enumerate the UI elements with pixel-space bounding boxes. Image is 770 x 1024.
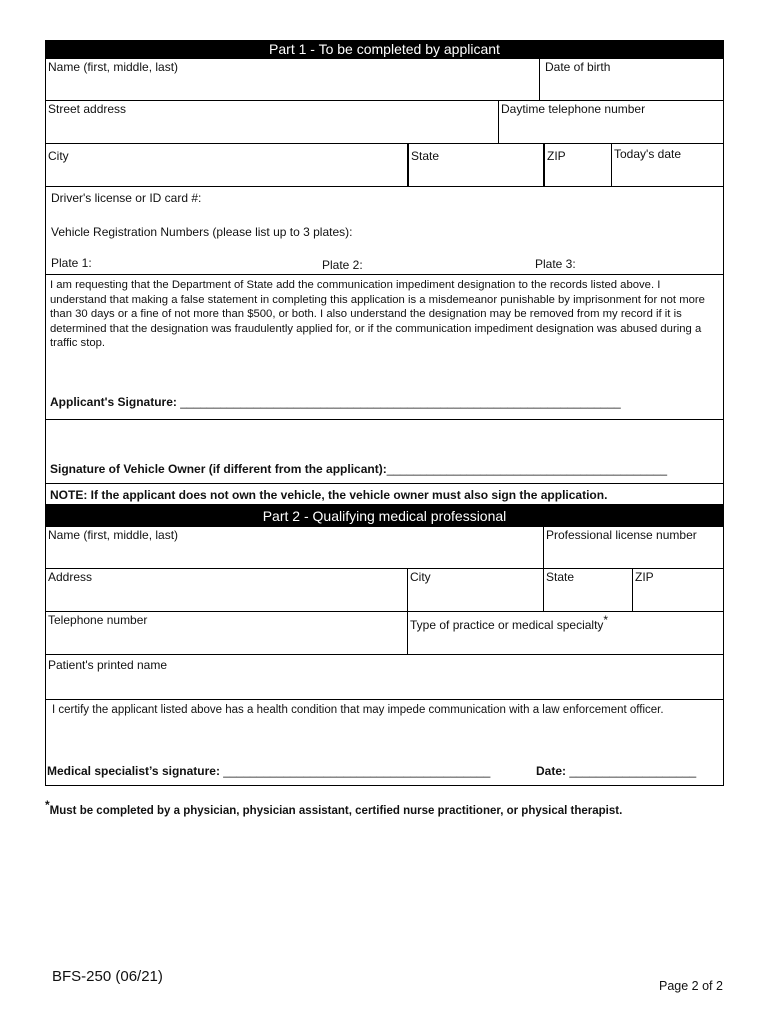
medical-address-row [45,569,724,612]
date-of-birth-label: Date of birth [545,60,611,74]
daytime-phone-field[interactable] [499,101,723,143]
applicant-signature-line[interactable] [50,395,621,409]
license-id-label: Driver's license or ID card #: [51,191,202,205]
street-address-label: Street address [48,102,127,116]
practice-specialty-field[interactable] [408,612,723,654]
zip-field[interactable] [544,144,612,186]
medical-name-field[interactable] [46,527,544,568]
medical-phone-label: Telephone number [48,613,148,627]
owner-signature-line[interactable] [50,462,667,476]
specialist-date-blank: ___________________ [569,764,697,778]
medical-zip-label: ZIP [635,570,654,584]
medical-state-field[interactable] [544,569,633,611]
date-of-birth-field[interactable] [540,59,723,100]
medical-city-field[interactable] [408,569,544,611]
medical-address-field[interactable] [46,569,408,611]
medical-address-label: Address [48,570,93,584]
practice-specialty-label: Type of practice or medical specialty [410,618,604,632]
professional-license-field[interactable] [544,527,723,568]
vehicle-registration-label: Vehicle Registration Numbers (please list up to 3 plates): [51,225,353,239]
todays-date-label: Today's date [614,147,682,161]
medical-name-label: Name (first, middle, last) [48,528,179,542]
footnote [45,798,622,817]
application-form [45,40,724,786]
patient-name-label: Patient's printed name [48,658,168,672]
owner-signature-label: Signature of Vehicle Owner (if different from the applicant): [50,462,387,476]
street-address-field[interactable] [46,101,499,143]
medical-city-label: City [410,570,431,584]
specialist-signature-label: Medical specialist’s signature: [47,764,220,778]
patient-name-field[interactable] [46,655,723,699]
part1-header: Part 1 - To be completed by applicant [45,40,724,59]
state-field[interactable] [408,144,544,186]
plate2-label: Plate 2: [322,258,363,272]
form-id: BFS-250 (06/21) [52,968,163,985]
medical-name-license-row [45,527,724,569]
license-plates-block [45,187,724,275]
applicant-name-label: Name (first, middle, last) [48,60,179,74]
page-number: Page 2 of 2 [659,979,723,993]
owner-note: NOTE: If the applicant does not own the vehicle, the vehicle owner must also sign the application. [50,488,608,502]
plate1-label: Plate 1: [51,256,92,270]
specialist-date-line[interactable] [536,764,696,778]
footnote-asterisk: * [45,798,50,812]
plate3-label: Plate 3: [535,257,576,271]
owner-signature-blank: __________________________________________ [386,462,668,476]
medical-state-label: State [546,570,575,584]
zip-label: ZIP [547,149,566,163]
medical-phone-field[interactable] [46,612,408,654]
applicant-name-field[interactable] [46,59,540,100]
owner-signature-block [45,420,724,484]
state-label: State [411,149,440,163]
specialist-signature-blank: ________________________________________ [223,764,491,778]
statement-block [45,275,724,420]
daytime-phone-label: Daytime telephone number [501,102,646,116]
name-dob-row [45,59,724,101]
certification-block [45,700,724,786]
street-phone-row [45,101,724,144]
medical-phone-practice-row [45,612,724,655]
footnote-text: Must be completed by a physician, physician assistant, certified nurse practitioner, or physical therapist. [49,804,623,817]
medical-zip-field[interactable] [633,569,723,611]
professional-license-label: Professional license number [546,528,697,542]
part2-header: Part 2 - Qualifying medical professional [45,505,724,527]
patient-name-row [45,655,724,700]
applicant-statement: I am requesting that the Department of State add the communication impediment designation to the records listed above. I understand that making a false statement in completing this application is a misdemeanor punishable by imprisonment for not more than 30 days or a fine of not more than $500, or both. I also understand the designation may be removed from my record if it is determined that the designation was fraudulently applied for, or if the communication impediment designation was abused during a traffic stop. [50,279,705,349]
certification-text: I certify the applicant listed above has a health condition that may impede communication with a law enforcement officer. [52,704,664,716]
city-field[interactable] [46,144,408,186]
specialist-date-label: Date: [536,764,567,778]
city-state-zip-row [45,144,724,187]
applicant-signature-label: Applicant's Signature: [50,395,177,409]
city-label: City [48,149,69,163]
note-block [45,484,724,505]
applicant-signature-blank: __________________________________________________________________ [180,395,621,409]
specialist-signature-line[interactable] [47,764,490,778]
practice-asterisk: * [603,613,609,627]
todays-date-field[interactable] [612,144,723,186]
